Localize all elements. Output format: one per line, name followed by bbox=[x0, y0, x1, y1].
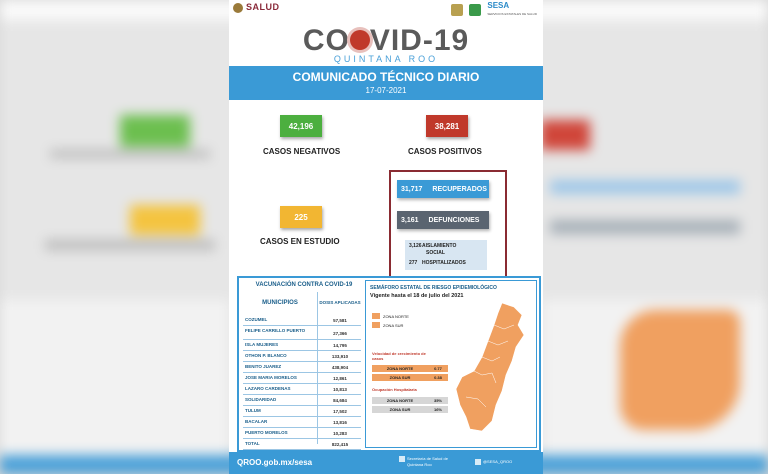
deaths-box bbox=[397, 211, 489, 229]
row-divider bbox=[243, 383, 361, 384]
municipio-name: JOSE MARIA MORELOS bbox=[245, 375, 297, 380]
municipio-name: ISLA MUJERES bbox=[245, 342, 279, 347]
cases-in-study-label: CASOS EN ESTUDIO bbox=[260, 237, 340, 246]
vaccination-table-header bbox=[243, 292, 361, 314]
vaccination-row bbox=[243, 429, 361, 439]
deaths-label: DEFUNCIONES bbox=[428, 216, 480, 224]
row-divider bbox=[243, 361, 361, 362]
municipio-name: SOLIDARIDAD bbox=[245, 397, 277, 402]
legend-swatch-north bbox=[372, 313, 380, 319]
recovered-label: RECUPERADOS bbox=[432, 185, 487, 193]
hospital-row-north: ZONA NORTE 35% bbox=[372, 397, 448, 404]
legend-label-south: ZONA SUR bbox=[383, 323, 404, 328]
quintana-roo-map bbox=[452, 301, 532, 436]
footer-website[interactable]: QROO.gob.mx/sesa bbox=[237, 458, 313, 467]
semaforo-box bbox=[365, 280, 537, 448]
municipio-name: PUERTO MORELOS bbox=[245, 430, 288, 435]
dosis-value: 17,502 bbox=[333, 409, 347, 414]
row-divider bbox=[243, 405, 361, 406]
dosis-value: 10,283 bbox=[333, 431, 347, 436]
municipio-name: BACALAR bbox=[245, 419, 268, 424]
footer-twitter[interactable]: @SESA_QROO bbox=[475, 459, 512, 465]
salud-logo: SALUD bbox=[233, 2, 280, 13]
banner-heading: COMUNICADO TÉCNICO DIARIO bbox=[292, 70, 480, 84]
positive-cases-label: CASOS POSITIVOS bbox=[408, 147, 482, 156]
report-date: 17-07-2021 bbox=[365, 86, 407, 95]
semaforo-valid-until: Vigente hasta el 18 de julio del 2021 bbox=[370, 293, 464, 299]
row-divider bbox=[243, 427, 361, 428]
semaforo-title: SEMÁFORO ESTATAL DE RIESGO EPIDEMIOLÓGICO bbox=[370, 285, 497, 291]
row-divider bbox=[243, 350, 361, 351]
recovered-value: 31,717 bbox=[401, 185, 423, 193]
vaccination-row bbox=[243, 341, 361, 351]
municipio-name: BENITO JUAREZ bbox=[245, 364, 282, 369]
hospital-occupancy-title: Ocupación Hospitalaria bbox=[372, 387, 417, 392]
growth-title: Velocidad de crecimiento de casos bbox=[372, 351, 426, 361]
municipios-header: MUNICIPIOS bbox=[262, 300, 298, 306]
municipio-name: TOTAL bbox=[245, 441, 260, 446]
row-divider bbox=[243, 416, 361, 417]
header-logos bbox=[229, 0, 543, 22]
row-divider bbox=[243, 372, 361, 373]
vaccination-row bbox=[243, 396, 361, 406]
isolation-row: 3,126AISLAMIENTO bbox=[409, 243, 457, 249]
partner-logos bbox=[451, 2, 537, 18]
vaccination-row bbox=[243, 407, 361, 417]
isolation-hospital-box bbox=[405, 240, 487, 270]
dosis-value: 57,581 bbox=[333, 318, 347, 323]
municipio-name: LAZARO CARDENAS bbox=[245, 386, 291, 391]
sesa-logo: SESA SERVICIOS ESTATALES DE SALUD bbox=[487, 1, 537, 16]
page-title: CO VID-19 bbox=[302, 24, 470, 57]
dosis-value: 14,795 bbox=[333, 343, 347, 348]
twitter-icon bbox=[475, 459, 481, 465]
row-divider bbox=[243, 325, 361, 326]
bottom-info-panel bbox=[237, 276, 541, 452]
vaccination-row bbox=[243, 352, 361, 362]
dosis-value: 84,684 bbox=[333, 398, 347, 403]
dosis-value: 13,816 bbox=[333, 420, 347, 425]
row-divider bbox=[243, 438, 361, 439]
hospitalized-row: 277 HOSPITALIZADOS bbox=[409, 260, 466, 266]
municipio-name: COZUMEL bbox=[245, 317, 268, 322]
cases-in-study-box: 225 bbox=[280, 206, 322, 228]
virus-icon bbox=[350, 30, 370, 50]
daily-report-banner bbox=[229, 66, 543, 100]
municipio-name: FELIPE CARRILLO PUERTO bbox=[245, 328, 306, 333]
vaccination-row bbox=[243, 327, 361, 340]
deaths-value: 3,161 bbox=[401, 216, 419, 224]
growth-row-south: ZONA SUR 0.38 bbox=[372, 374, 448, 381]
dosis-value: 10,813 bbox=[333, 387, 347, 392]
state-subtitle: QUINTANA ROO bbox=[333, 54, 439, 64]
vaccination-row bbox=[243, 363, 361, 373]
eagle-icon bbox=[233, 3, 243, 13]
row-divider bbox=[243, 394, 361, 395]
dosis-value: 27,366 bbox=[333, 331, 347, 336]
vaccination-row bbox=[243, 418, 361, 428]
legend-swatch-south bbox=[372, 322, 380, 328]
covid-report-poster bbox=[229, 0, 543, 474]
state-shield-icon bbox=[451, 4, 463, 16]
facebook-icon bbox=[399, 456, 405, 462]
dosis-value: 133,910 bbox=[331, 354, 349, 359]
isolation-row-2: SOCIAL bbox=[426, 250, 445, 256]
dosis-header: DOSIS APLICADAS bbox=[319, 300, 361, 305]
dosis-value: 438,904 bbox=[331, 365, 349, 370]
map-state-shape bbox=[456, 303, 524, 431]
vaccination-row bbox=[243, 374, 361, 384]
recovered-box bbox=[397, 180, 489, 198]
municipio-name: TULUM bbox=[245, 408, 261, 413]
vaccination-title: VACUNACIÓN CONTRA COVID-19 bbox=[255, 282, 353, 288]
dosis-value: 822,415 bbox=[331, 442, 349, 447]
growth-row-north: ZONA NORTE 0.77 bbox=[372, 365, 448, 372]
dosis-value: 12,861 bbox=[333, 376, 347, 381]
municipio-name: OTHON P. BLANCO bbox=[245, 353, 287, 358]
vaccination-row bbox=[243, 385, 361, 395]
row-divider bbox=[243, 449, 361, 450]
government-logo-icon bbox=[469, 4, 481, 16]
positive-cases-box: 38,281 bbox=[426, 115, 468, 137]
vaccination-row bbox=[243, 316, 361, 326]
negative-cases-label: CASOS NEGATIVOS bbox=[263, 147, 341, 156]
hospital-row-south: ZONA SUR 16% bbox=[372, 406, 448, 413]
negative-cases-box: 42,196 bbox=[280, 115, 322, 137]
footer-facebook[interactable]: Secretaría de Salud de Quintana Roo bbox=[399, 456, 448, 467]
legend-label-north: ZONA NORTE bbox=[383, 314, 409, 319]
vaccination-row bbox=[243, 440, 361, 450]
row-divider bbox=[243, 339, 361, 340]
footer-bar bbox=[229, 452, 543, 474]
